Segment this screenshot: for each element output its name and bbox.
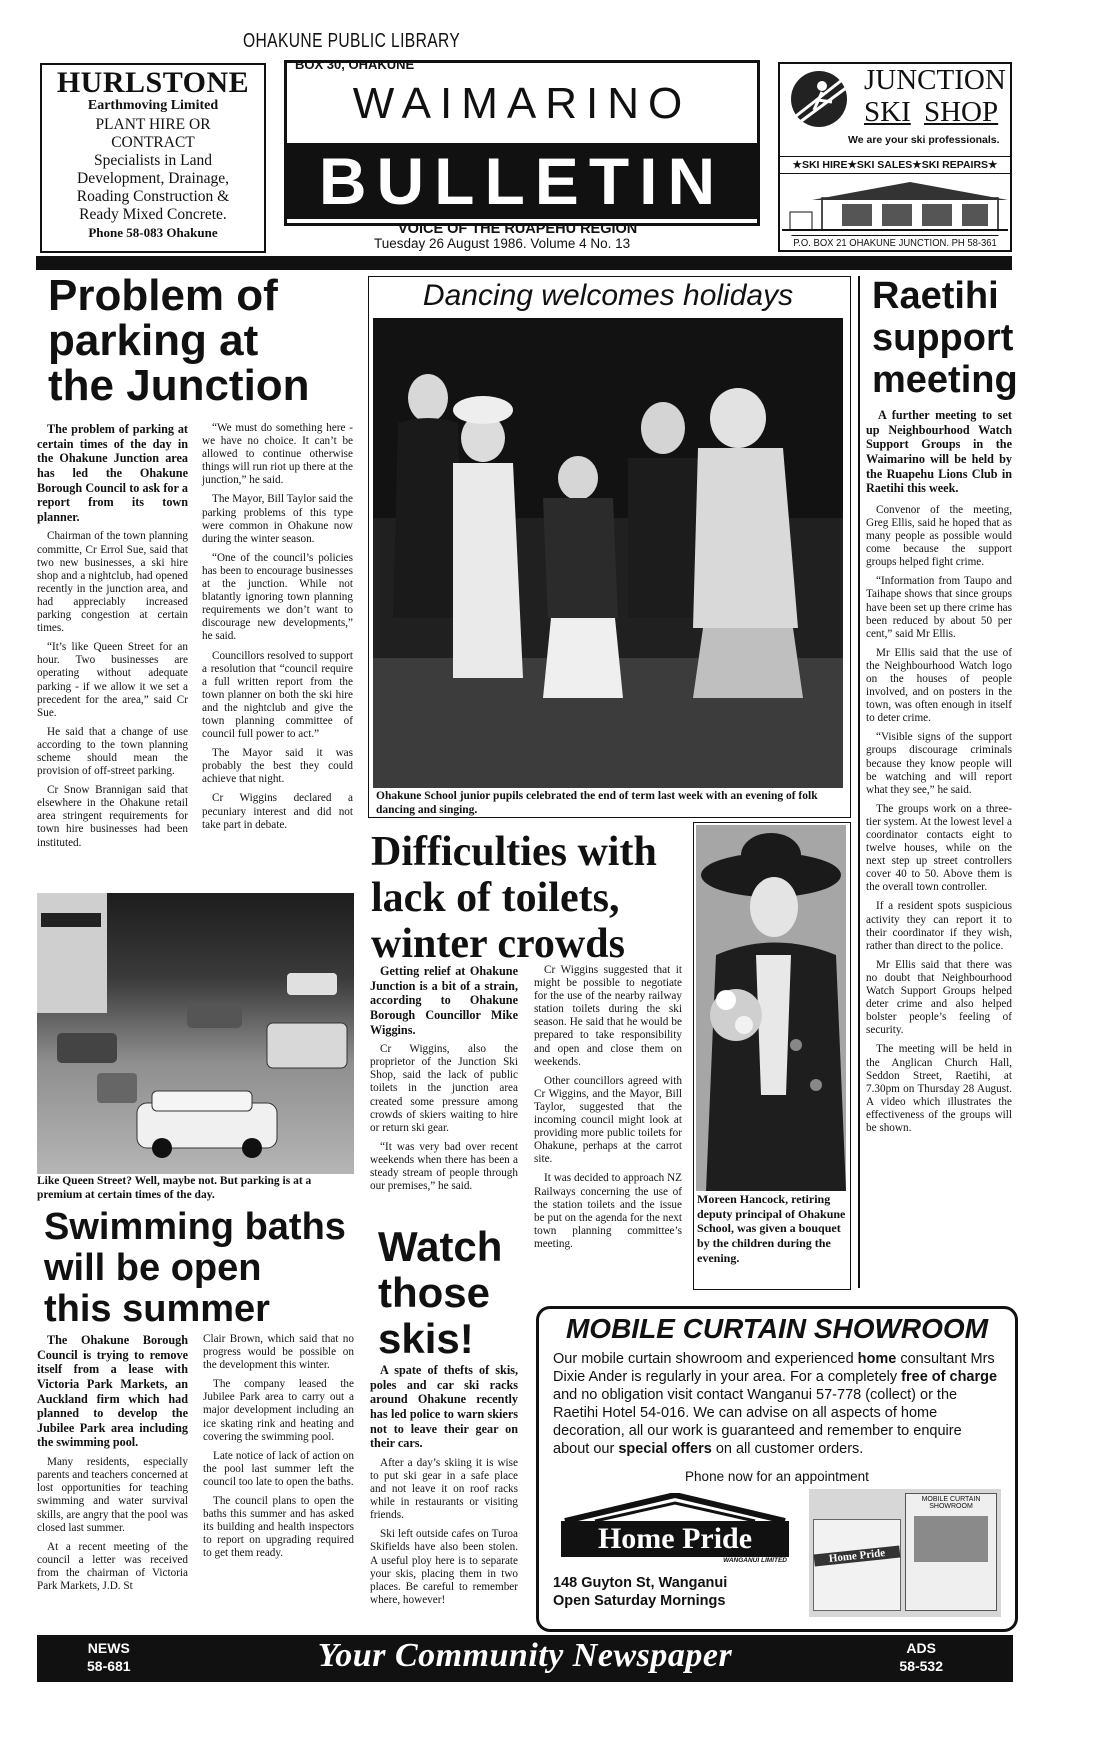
headline-line: Swimming baths <box>44 1206 346 1248</box>
headline-line: this summer <box>44 1288 270 1331</box>
stamp-address: BOX 30, OHAKUNE <box>295 57 415 72</box>
van-rear-panel <box>813 1519 901 1611</box>
footer-bar <box>37 1635 1013 1682</box>
headline-toilets <box>371 829 691 968</box>
parking-column-2 <box>202 422 353 838</box>
skis-column <box>370 1363 518 1613</box>
paragraph: The meeting will be held in the Anglican Church Hall, Seddon Street, Raetihi, at 7.30pm on Thursday 28 August. A video which illustrates the effectiveness of the groups will be shown. <box>866 1043 1012 1134</box>
home-pride-logo-sub: WANGANUI LIMITED <box>723 1557 787 1564</box>
headline-line: meeting <box>872 358 1018 401</box>
paragraph: Chairman of the town planning committe, Cr Errol Sue, said that two new businesses, a ski hire shop and a nightclub, had opened recently in the junction area, and had appreciably increased parking congestion at certain times. <box>37 530 188 635</box>
ad-curtain-body-text: on all customer orders. <box>711 1440 864 1457</box>
paragraph: Cr Wiggins, also the proprietor of the Junction Ski Shop, said the lack of public toilets in the junction area created some pressure among crowds of skiers waiting to hire or return ski gear. <box>370 1043 518 1134</box>
ad-mobile-curtain <box>536 1306 1018 1632</box>
parking-column-1 <box>37 422 188 856</box>
parking-photo <box>37 893 354 1174</box>
home-pride-logo-text: Home Pride <box>597 1522 753 1555</box>
van-text: SHOWROOM <box>929 1503 973 1510</box>
paragraph: Cr Wiggins suggested that it might be possible to negotiate for the use of the nearby railway station toilets during the ski season. He said that he would be prepared to take responsibility and open and close them on weekends. <box>534 964 682 1068</box>
ad-curtain-body-text: and no obligation visit contact Wanganui 57-778 (collect) or the Raetihi Hotel 54-016. We can advise on all aspects of home decoration, all our work is guaranteed and remember to enquire about our <box>553 1386 962 1457</box>
footer-ads <box>899 1639 943 1675</box>
ad-junction-slogan: We are your ski professionals. <box>848 134 1000 146</box>
ad-junction-name1: JUNCTION <box>864 64 1006 96</box>
dancing-caption: Ohakune School junior pupils celebrated the end of term last week with an evening of folk dancing and singing. <box>376 790 818 817</box>
headline-line: winter crowds <box>371 921 625 968</box>
headline-raetihi <box>872 276 1022 401</box>
ad-junction-name2 <box>864 96 998 129</box>
paragraph: He said that a change of use according to the town planning scheme should mean the provision of off-street parking. <box>37 725 188 778</box>
showroom-van-photo <box>809 1489 1001 1617</box>
swimming-column-1 <box>37 1333 188 1599</box>
ad-curtain-body <box>553 1351 1001 1459</box>
masthead-issue: Tuesday 26 August 1986. Volume 4 No. 13 <box>374 236 631 251</box>
ad-curtain-address: 148 Guyton St, Wanganui <box>553 1575 728 1591</box>
swimming-lead: The Ohakune Borough Council is trying to remove itself from a lease with Victoria Park Markets, an Auckland firm which had planned to develop the Jubilee Park area including the swimming pool. <box>37 1333 188 1450</box>
shop-building-illustration <box>782 176 1008 232</box>
footer-news-phone: 58-681 <box>87 1658 131 1674</box>
paragraph: Cr Wiggins declared a pecuniary interest and did not take part in debate. <box>202 792 353 831</box>
ad-junction-shop: SHOP <box>923 96 999 128</box>
masthead-title-bulletin-text: BULLETIN <box>318 144 726 218</box>
footer-news-label: NEWS <box>87 1640 130 1656</box>
paragraph: The Mayor said it was probably the best they could achieve that night. <box>202 747 353 786</box>
ad-curtain-body-bold: free of charge <box>901 1368 998 1385</box>
masthead-title-bulletin <box>287 143 757 219</box>
headline-line: Watch <box>378 1223 503 1270</box>
column-rule-right <box>858 276 860 1288</box>
ad-hurlstone-line: Roading Construction & <box>76 188 230 205</box>
paragraph: Cr Snow Brannigan said that elsewhere in the Ohakune retail area stringent requirements for town hire businesses had been instituted. <box>37 784 188 849</box>
headline-line: will be open <box>44 1247 262 1290</box>
ad-hurlstone-line: Specialists in Land <box>94 152 212 169</box>
toilets-column-2 <box>534 964 682 1257</box>
raetihi-lead: A further meeting to set up Neighbourhood Watch Support Groups in the Waimarino will be held by the Ruapehu Lions Club in Raetihi this week. <box>866 408 1012 496</box>
paragraph: Mr Ellis said that there was no doubt that Neighbourhood Watch Support Groups helped deter crime and also helped bolster people’s feeling of security. <box>866 958 1012 1037</box>
masthead-title-waimarino: WAIMARINO <box>352 79 692 128</box>
masthead <box>284 57 760 226</box>
masthead-tagline: VOICE OF THE RUAPEHU REGION <box>398 221 638 237</box>
paragraph: “Visible signs of the support groups discourage criminals because they know people will be watching and will report what they see,” he said. <box>866 731 1012 796</box>
moreen-caption: Moreen Hancock, retiring deputy principal of Ohakune School, was given a bouquet by the children during the evening. <box>697 1192 846 1265</box>
ad-curtain-body-bold: special offers <box>618 1440 712 1457</box>
paragraph: If a resident spots suspicious activity they can report it to their coordinator if they wish, rather than direct to the police. <box>866 900 1012 952</box>
dancing-headline: Dancing welcomes holidays <box>422 279 794 312</box>
swimming-column-2 <box>203 1333 354 1567</box>
ad-hurlstone-line: Development, Drainage, <box>77 170 229 187</box>
paragraph: Late notice of lack of action on the pool last summer left the council too late to open the baths. <box>203 1449 354 1488</box>
header-rule <box>36 256 1012 270</box>
paragraph: “We must do something here - we have no choice. It can’t be allowed to continue otherwise things will run riot up there at the junction,” he said. <box>202 422 353 487</box>
headline-line: parking at <box>48 315 259 365</box>
van-brand: Home Pride <box>814 1546 901 1567</box>
ad-hurlstone-line: CONTRACT <box>111 134 195 151</box>
ad-hurlstone-name: HURLSTONE <box>56 66 250 99</box>
paragraph: “Information from Taupo and Taihape shows that since groups have been set up there crime has been reduced by about 50 per cent,” said Mr Ellis. <box>866 575 1012 640</box>
paragraph: It was decided to approach NZ Railways concerning the use of the station toilets and the issue be put on the agenda for the next town planning committee’s meeting. <box>534 1172 682 1250</box>
parking-lead: The problem of parking at certain times of the day in the Ohakune Junction area has led the Ohakune Borough Council to ask for a report from its town planner. <box>37 422 188 524</box>
parking-photo-caption: Like Queen Street? Well, maybe not. But parking is at a premium at certain times of the day. <box>37 1175 312 1202</box>
dancing-photo-art <box>373 318 843 788</box>
toilets-column-1 <box>370 964 518 1199</box>
ad-curtain-phone-line: Phone now for an appointment <box>685 1469 869 1484</box>
footer-ads-label: ADS <box>906 1640 936 1656</box>
paragraph: Councillors resolved to support a resolution that “council require a full written report from the town planner on both the ski hire and the nightclub and give the town planning committee of council full power to act.” <box>202 649 353 741</box>
ad-hurlstone-line: PLANT HIRE OR <box>95 116 211 133</box>
headline-line: skis! <box>378 1315 474 1363</box>
headline-line: the Junction <box>48 360 310 410</box>
ad-curtain-title: MOBILE CURTAIN SHOWROOM <box>565 1313 989 1344</box>
ad-curtain-body-text: Our mobile curtain showroom and experienced <box>553 1351 858 1367</box>
ad-curtain-body-text: consultant Mrs Dixie Ander is regularly in your area. For a completely <box>553 1351 995 1385</box>
headline-swimming <box>44 1207 364 1330</box>
ad-junction-ski: SKI <box>864 96 911 128</box>
paragraph: Many residents, especially parents and teachers concerned at lost opportunities for teaching swimming and water survival skills, are angry that the pool was closed last summer. <box>37 1456 188 1534</box>
moreen-photo-art <box>696 825 846 1191</box>
paragraph: “It was very bad over recent weekends when there has been a steady stream of people through our premises,” he said. <box>370 1140 518 1193</box>
paragraph: Convenor of the meeting, Greg Ellis, said he hoped that as many people as possible would come because the support groups helped fight crime. <box>866 503 1012 569</box>
headline-skis <box>378 1224 518 1363</box>
home-pride-roof-icon <box>555 1493 795 1523</box>
paragraph: Ski left outside cafes on Turoa Skifields have also been stolen. A useful ploy here is to separate your skis, placing them in two places. Be careful to remember where, however! <box>370 1528 518 1606</box>
headline-line: Difficulties with <box>371 829 657 875</box>
library-stamp: OHAKUNE PUBLIC LIBRARY <box>243 30 461 52</box>
headline-parking <box>48 271 348 410</box>
ad-junction-services: ★SKI HIRE★SKI SALES★SKI REPAIRS★ <box>780 156 1010 174</box>
ad-hurlstone-line: Ready Mixed Concrete. <box>79 206 227 223</box>
ad-curtain-hours: Open Saturday Mornings <box>553 1593 726 1609</box>
home-pride-logo <box>555 1493 795 1567</box>
headline-line: support <box>872 316 1014 359</box>
paragraph: The Mayor, Bill Taylor said the parking problems of this type were common in Ohakune now during the winter season. <box>202 493 353 545</box>
paragraph: At a recent meeting of the council a letter was received from the chairman of Victoria Park Markets, J.D. St <box>37 1540 188 1592</box>
paragraph: Mr Ellis said that the use of the Neighbourhood Watch logo on the houses of people involved, and on posters in the town, was often enough in itself to deter crime. <box>866 646 1012 725</box>
ad-junction-address: P.O. BOX 21 OHAKUNE JUNCTION. PH 58-361 <box>793 237 997 249</box>
footer-ads-phone: 58-532 <box>899 1658 943 1674</box>
headline-line: those <box>378 1269 491 1317</box>
ad-hurlstone-sub: Earthmoving Limited <box>87 98 219 113</box>
toilets-lead: Getting relief at Ohakune Junction is a bit of a strain, according to Ohakune Borough Councillor Mike Wiggins. <box>370 964 518 1037</box>
paragraph: The council plans to open the baths this summer and has asked its building and health inspectors to report on upgrading required to get them ready. <box>203 1495 354 1560</box>
paragraph: After a day’s skiing it is wise to put ski gear in a safe place and not leave it on roof racks while in restaurants or visiting friends. <box>370 1456 518 1522</box>
headline-line: lack of toilets, <box>371 875 620 922</box>
ad-hurlstone-phone: Phone 58-083 Ohakune <box>88 225 218 240</box>
paragraph: Clair Brown, which said that no progress would be possible on the development this winter. <box>203 1333 354 1372</box>
paragraph: The company leased the Jubilee Park area to carry out a major development including an ice skating rink and heating and covering the swimming pool. <box>203 1378 354 1443</box>
ad-junction-ski-shop <box>778 62 1012 252</box>
van-window <box>914 1516 988 1562</box>
ad-hurlstone <box>40 63 266 253</box>
skis-lead: A spate of thefts of skis, poles and car ski racks around Ohakune recently has led police to warn skiers not to leave their gear on their cars. <box>370 1363 518 1451</box>
van-side-panel <box>905 1493 997 1611</box>
headline-line: Problem of <box>48 271 278 320</box>
paragraph: Other councillors agreed with Cr Wiggins, and the Mayor, Bill Taylor, suggested that the incoming council might look at providing more public toilets for Ohakune, perhaps at the carrot site. <box>534 1074 682 1166</box>
paragraph: “One of the council’s policies has been to encourage businesses at the junction. While not blatantly ignoring town planning requirements we don’t want to discourage new developments,” he said. <box>202 551 353 643</box>
footer-tagline: Your Community Newspaper <box>317 1637 733 1674</box>
headline-line: Raetihi <box>872 275 999 317</box>
skier-logo-icon <box>784 66 854 132</box>
van-text: MOBILE CURTAIN <box>921 1496 981 1503</box>
paragraph: The groups work on a three-tier system. At the lowest level a coordinator contacts eight to twelve houses, while on the next step up street controllers cover 40 to 50. Above them is the overall town controller. <box>866 802 1012 894</box>
dancing-photo <box>373 318 843 788</box>
home-pride-logo-box <box>561 1521 789 1557</box>
parking-photo-art <box>37 893 354 1174</box>
raetihi-column <box>866 408 1012 1141</box>
moreen-photo <box>696 825 846 1191</box>
paragraph: “It’s like Queen Street for an hour. Two businesses are operating without adequate parking - if we allow it we set a precedent for the area,” said Cr Sue. <box>37 641 188 719</box>
ad-curtain-body-bold: home <box>857 1351 897 1367</box>
